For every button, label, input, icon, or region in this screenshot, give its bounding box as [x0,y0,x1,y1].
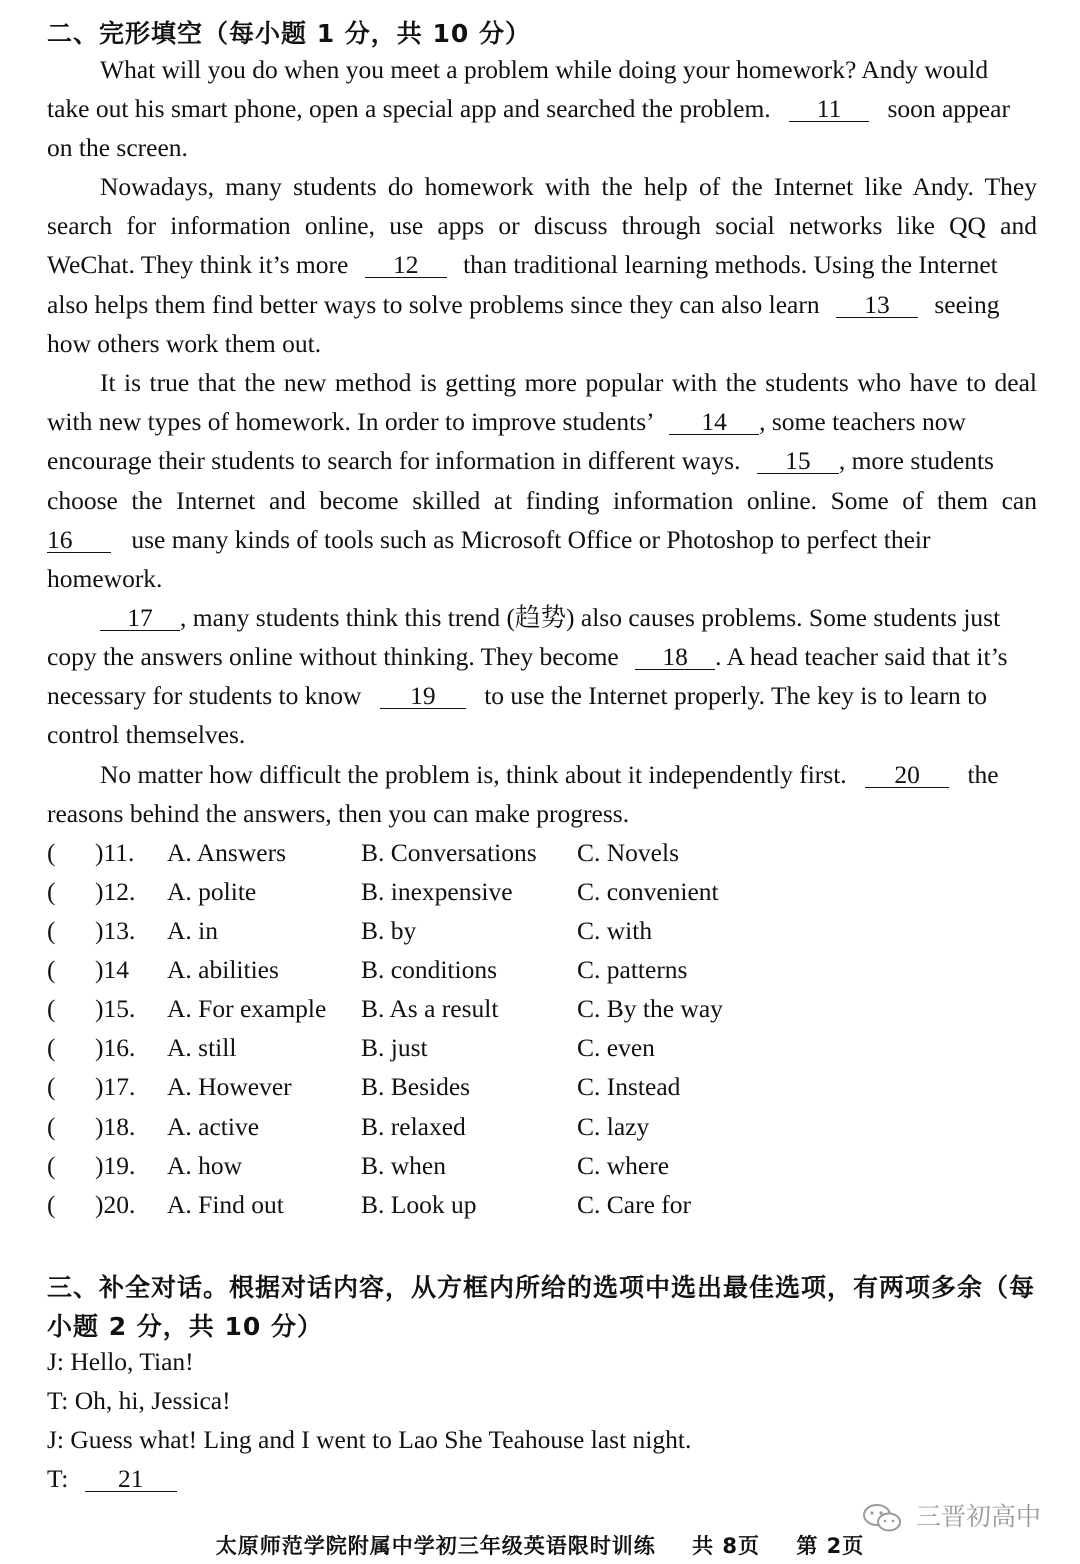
option-a[interactable]: A. in [167,916,218,945]
answer-bracket[interactable]: ( [47,838,56,867]
passage-line: No matter how difficult the problem is, think about it independently first. 20 the [100,760,999,789]
question-number: )17. [95,1072,136,1101]
footer-school: 太原师范学院附属中学初三年级英语限时训练 [215,1534,656,1558]
dialogue-line: T: 21 [47,1464,1037,1494]
passage-line: It is true that the new method is getting more popular with the students who have to deal [100,368,1037,397]
option-a[interactable]: A. For example [167,994,327,1023]
blank-19[interactable]: 19 [380,684,466,709]
option-b[interactable]: B. Besides [361,1072,471,1101]
question-number: )14 [95,955,129,984]
passage-line: take out his smart phone, open a special app and searched the problem. 11 soon appear [47,94,1010,123]
blank-12[interactable]: 12 [365,253,447,278]
option-a[interactable]: A. polite [167,877,257,906]
blank-11[interactable]: 11 [789,97,869,122]
blank-14[interactable]: 14 [669,410,759,435]
dialogue-line: J: Guess what! Ling and I went to Lao She Teahouse last night. [47,1425,692,1454]
option-b[interactable]: B. As a result [361,994,499,1023]
option-c[interactable]: C. Care for [577,1190,692,1219]
answer-bracket[interactable]: ( [47,1072,56,1101]
footer-page-number: 第 2页 [796,1534,865,1558]
answer-bracket[interactable]: ( [47,1033,56,1062]
question-number: )13. [95,916,136,945]
answer-bracket[interactable]: ( [47,1112,56,1141]
passage-line: control themselves. [47,720,246,749]
answer-bracket[interactable]: ( [47,1151,56,1180]
passage-line: with new types of homework. In order to improve students’ 14 , some teachers now [47,407,966,436]
option-a[interactable]: A. active [167,1112,260,1141]
passage-line: Nowadays, many students do homework with the help of the Internet like Andy. They [100,172,1037,201]
blank-15[interactable]: 15 [757,449,839,474]
passage-line: reasons behind the answers, then you can make progress. [47,799,630,828]
option-b[interactable]: B. just [361,1033,428,1062]
blank-16[interactable]: 16 [47,528,111,553]
question-number: )12. [95,877,136,906]
passage-line: necessary for students to know 19 to use the Internet properly. The key is to learn to [47,681,987,710]
blank-20[interactable]: 20 [865,763,949,788]
option-c[interactable]: C. convenient [577,877,719,906]
answer-bracket[interactable]: ( [47,994,56,1023]
dialogue-line: J: Hello, Tian! [47,1347,194,1376]
option-b[interactable]: B. conditions [361,955,498,984]
passage-line: copy the answers online without thinking. They become 18 . A head teacher said that it’s [47,642,1008,671]
passage-line: WeChat. They think it’s more 12 than traditional learning methods. Using the Internet [47,250,998,279]
section2-heading: 二、完形填空（每小题 1 分，共 10 分） [47,19,532,48]
passage-line: search for information online, use apps or discuss through social networks like QQ and [47,211,1037,240]
answer-bracket[interactable]: ( [47,1190,56,1219]
passage-line: 16 use many kinds of tools such as Microsoft Office or Photoshop to perfect their [47,525,931,554]
option-b[interactable]: B. relaxed [361,1112,466,1141]
option-b[interactable]: B. by [361,916,417,945]
passage-line: on the screen. [47,133,188,162]
option-a[interactable]: A. abilities [167,955,279,984]
question-number: )15. [95,994,136,1023]
option-c[interactable]: C. patterns [577,955,688,984]
blank-13[interactable]: 13 [836,293,918,318]
option-c[interactable]: C. even [577,1033,655,1062]
passage-line: What will you do when you meet a problem while doing your homework? Andy would [100,55,989,84]
option-a[interactable]: A. how [167,1151,243,1180]
dialogue-line: T: Oh, hi, Jessica! [47,1386,231,1415]
option-c[interactable]: C. with [577,916,653,945]
question-number: )19. [95,1151,136,1180]
option-a[interactable]: A. However [167,1072,292,1101]
option-c[interactable]: C. By the way [577,994,723,1023]
option-b[interactable]: B. when [361,1151,446,1180]
passage-line: choose the Internet and become skilled at finding information online. Some of them can [47,486,1037,515]
option-b[interactable]: B. Look up [361,1190,477,1219]
option-a[interactable]: A. Find out [167,1190,284,1219]
passage-line: how others work them out. [47,329,322,358]
option-c[interactable]: C. Instead [577,1072,681,1101]
option-b[interactable]: B. inexpensive [361,877,513,906]
blank-21[interactable]: 21 [85,1467,177,1492]
option-a[interactable]: A. still [167,1033,237,1062]
question-number: )18. [95,1112,136,1141]
option-b[interactable]: B. Conversations [361,838,537,867]
option-c[interactable]: C. lazy [577,1112,650,1141]
question-number: )20. [95,1190,136,1219]
answer-bracket[interactable]: ( [47,877,56,906]
passage-line: also helps them find better ways to solve problems since they can also learn 13 seeing [47,290,1000,319]
section3-heading: 三、补全对话。根据对话内容，从方框内所给的选项中选出最佳选项，有两项多余（每 [47,1273,1036,1302]
footer-total-pages: 共 8页 [692,1534,760,1558]
option-c[interactable]: C. Novels [577,838,679,867]
option-c[interactable]: C. where [577,1151,670,1180]
answer-bracket[interactable]: ( [47,955,56,984]
question-number: )16. [95,1033,136,1062]
page-footer [0,1530,1080,1560]
blank-17[interactable]: 17 [100,606,180,631]
section3-heading-cont: 小题 2 分，共 10 分） [47,1312,324,1341]
watermark-text: 三晋初高中 [915,1502,1041,1531]
passage-line: encourage their students to search for information in different ways. 15 , more students [47,446,994,475]
option-a[interactable]: A. Answers [167,838,286,867]
question-number: )11. [95,838,135,867]
wechat-icon [862,1502,916,1531]
blank-18[interactable]: 18 [635,645,715,670]
watermark [862,1497,1041,1533]
answer-bracket[interactable]: ( [47,916,56,945]
passage-line: homework. [47,564,163,593]
passage-line: 17 , many students think this trend (趋势) also causes problems. Some students just [47,603,1037,633]
